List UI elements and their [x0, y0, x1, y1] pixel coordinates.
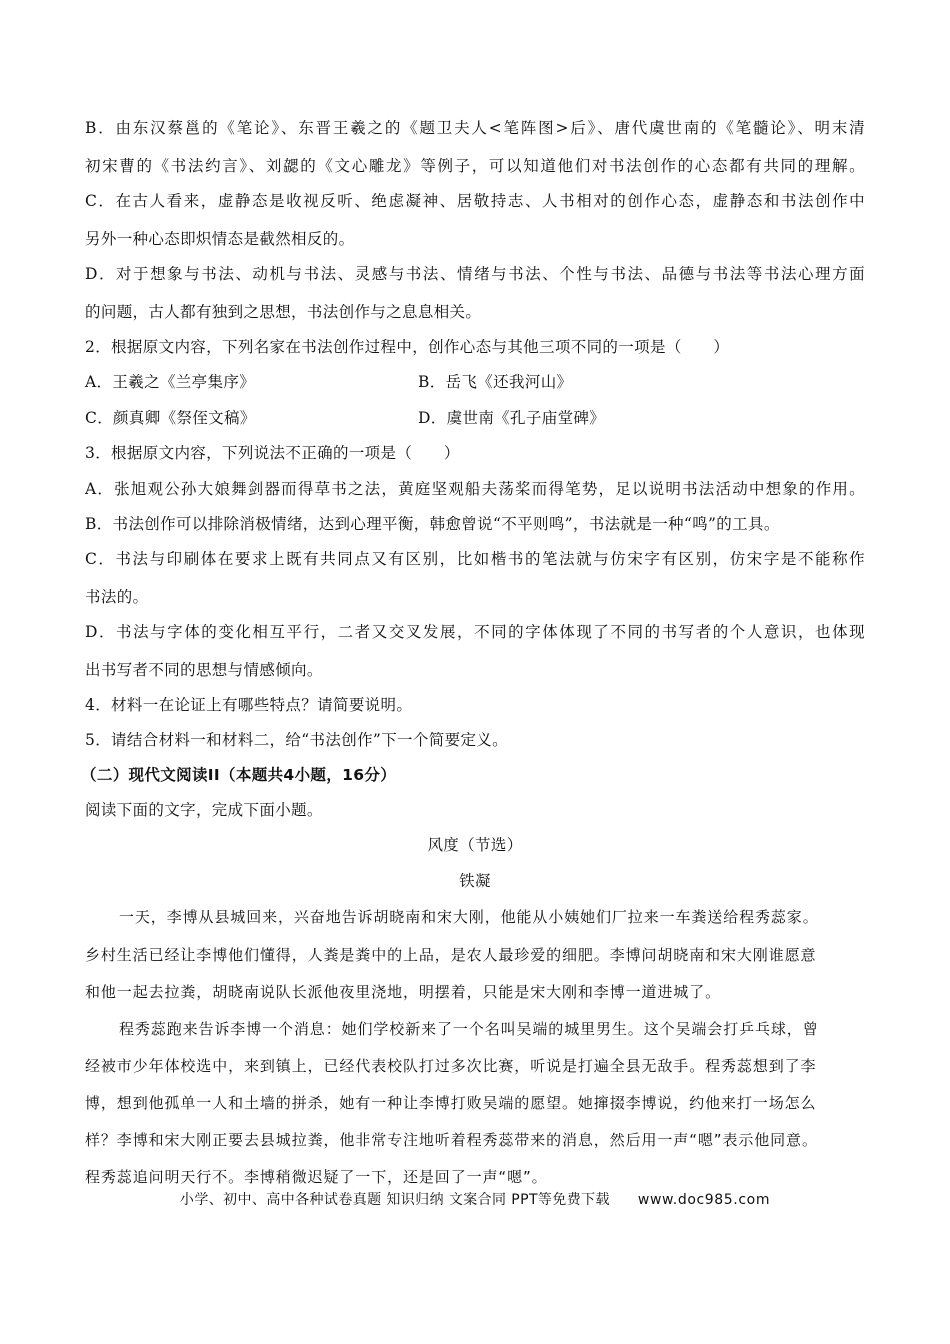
para2-line4: 样？李博和宋大刚正要去县城拉粪，他非常专注地听着程秀蕊带来的消息，然后用一声“嗯”表示他同意。 — [85, 1131, 818, 1149]
section-instruction: 阅读下面的文字，完成下面小题。 — [85, 801, 323, 819]
page-footer — [0, 1188, 950, 1212]
footer-text: 小学、初中、高中各种试卷真题 知识归纳 文案合同 PPT等免费下载 — [179, 1192, 610, 1208]
q2-option-b: B．岳飞《还我河山》 — [418, 373, 573, 391]
story-title: 风度（节选） — [427, 836, 523, 854]
q3-stem: 3．根据原文内容，下列说法不正确的一项是（ ） — [85, 444, 460, 462]
q3-option-c-line2: 书法的。 — [85, 588, 149, 606]
para1-line1: 一天，李博从县城回来，兴奋地告诉胡晓南和宋大刚，他能从小姨她们厂拉来一车粪送给程秀蕊家。 — [119, 908, 819, 926]
story-author: 铁凝 — [459, 872, 491, 890]
q2-option-c: C．颜真卿《祭侄文稿》 — [85, 409, 256, 427]
q2-stem: 2．根据原文内容，下列名家在书法创作过程中，创作心态与其他三项不同的一项是（ ） — [85, 338, 730, 356]
para1-line3: 和他一起去拉粪，胡晓南说队长派他夜里浇地，明摆着，只能是宋大刚和李博一道进城了。 — [85, 983, 722, 1001]
q1-option-b-line1: B．由东汉蔡邕的《笔论》、东晋王羲之的《题卫夫人<笔阵图>后》、唐代虞世南的《笔髓论》、明末清 — [85, 119, 865, 137]
q3-option-a: A．张旭观公孙大娘舞剑器而得草书之法，黄庭坚观船夫荡桨而得笔势，足以说明书法活动中想象的作用。 — [85, 480, 865, 498]
q1-option-d-line2: 的问题，古人都有独到之思想，书法创作与之息息相关。 — [85, 303, 482, 321]
para2-line3: 博，想到他孤单一人和土墙的拼杀，她有一种让李博打败吴端的愿望。她撺掇李博说，约他来打一场怎么 — [85, 1094, 817, 1112]
para2-line2: 经被市少年体校选中，来到镇上，已经代表校队打过多次比赛，听说是打遍全县无敌手。程秀蕊想到了李 — [85, 1057, 817, 1075]
q4-stem: 4．材料一在论证上有哪些特点？请简要说明。 — [85, 696, 413, 714]
q2-option-d: D．虞世南《孔子庙堂碑》 — [418, 409, 606, 427]
q3-option-b: B．书法创作可以排除消极情绪，达到心理平衡，韩愈曾说“不平则鸣”，书法就是一种“鸣”的工具。 — [85, 515, 780, 533]
q3-option-d-line2: 出书写者不同的思想与情感倾向。 — [85, 661, 323, 679]
q3-option-c-line1: C．书法与印刷体在要求上既有共同点又有区别，比如楷书的笔法就与仿宋字有区别，仿宋字是不能称作 — [85, 550, 865, 568]
q1-option-b-line2: 初宋曹的《书法约言》、刘勰的《文心雕龙》等例子，可以知道他们对书法创作的心态都有共同的理解。 — [85, 157, 865, 175]
q1-option-c-line1: C．在古人看来，虚静态是收视反听、绝虑凝神、居敬持志、人书相对的创作心态，虚静态和书法创作中 — [85, 192, 865, 210]
q1-option-d-line1: D．对于想象与书法、动机与书法、灵感与书法、情绪与书法、个性与书法、品德与书法等书法心理方面 — [85, 265, 865, 283]
para2-line1: 程秀蕊跑来告诉李博一个消息：她们学校新来了一个名叫吴端的城里男生。这个吴端会打乒乓球，曾 — [119, 1020, 819, 1038]
para2-line5: 程秀蕊追问明天行不。李博稍微迟疑了一下，还是回了一声“嗯”。 — [85, 1168, 548, 1186]
q3-option-d-line1: D．书法与字体的变化相互平行，二者又交叉发展，不同的字体体现了不同的书写者的个人意识，也体现 — [85, 623, 865, 641]
para1-line2: 乡村生活已经让李博他们懂得，人粪是粪中的上品，是农人最珍爱的细肥。李博问胡晓南和宋大刚谁愿意 — [85, 946, 817, 964]
q5-stem: 5．请结合材料一和材料二，给“书法创作”下一个简要定义。 — [85, 731, 509, 749]
q1-option-c-line2: 另外一种心态即炽情态是截然相反的。 — [85, 230, 355, 248]
footer-url[interactable]: www.doc985.com — [637, 1192, 771, 1208]
q2-option-a: A．王羲之《兰亭集序》 — [85, 373, 256, 391]
section-heading: （二）现代文阅读II（本题共4小题，16分） — [81, 766, 397, 784]
